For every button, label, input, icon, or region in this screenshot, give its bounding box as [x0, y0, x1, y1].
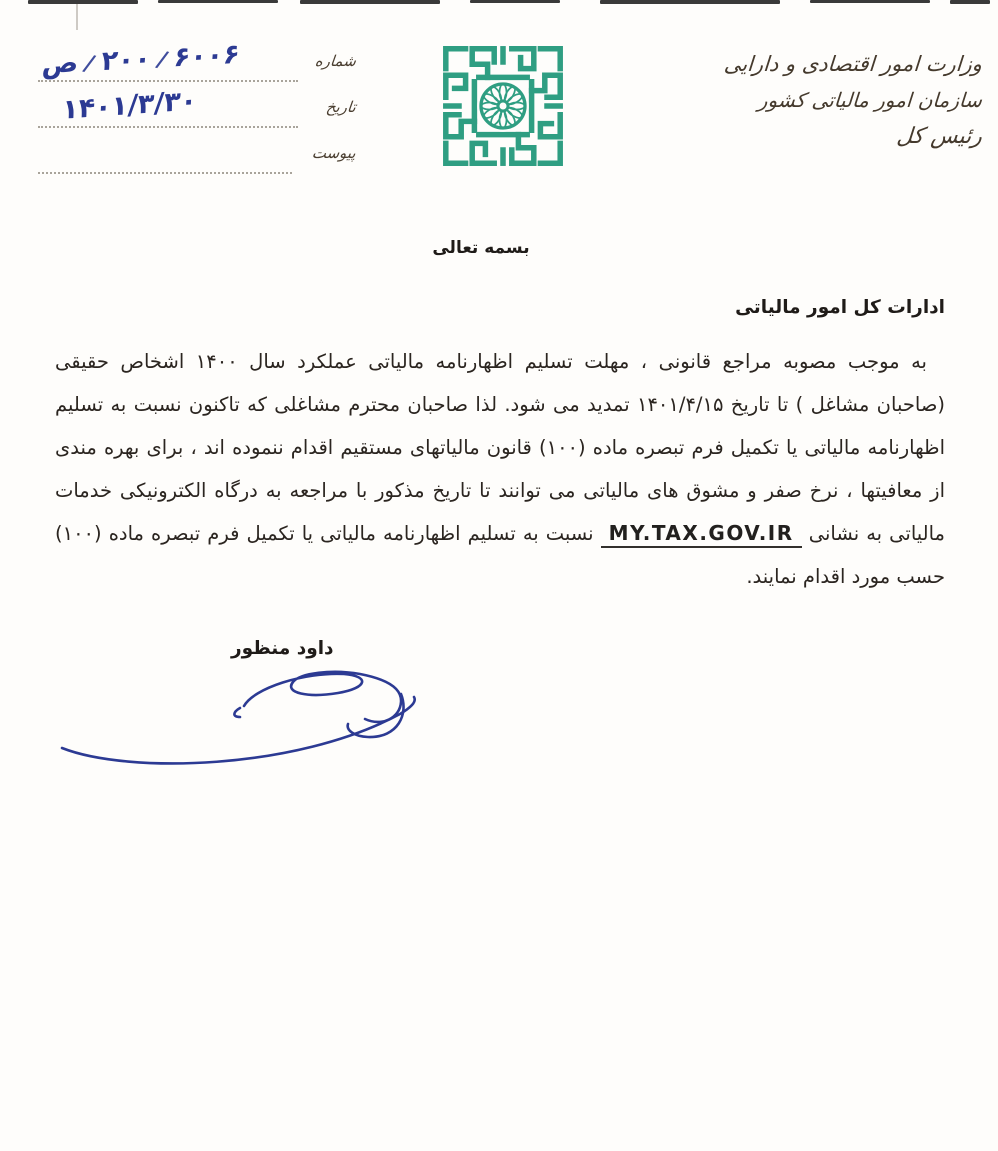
letter-number-main: ۶۰۰۶: [172, 38, 241, 74]
scan-artifact: [76, 4, 78, 30]
signer-role: رئیس کل: [895, 124, 983, 149]
scan-torn-edge: [0, 0, 998, 8]
tax-portal-url: MY.TAX.GOV.IR: [601, 521, 802, 548]
handwritten-signature: [48, 652, 440, 767]
date-dotted-line: [38, 126, 298, 128]
body-text-before-url: به موجب مصوبه مراجع قانونی ، مهلت تسلیم اظهارنامه مالیاتی عملکرد سال ۱۴۰۰ اشخاص حقیقی (صاحبان مشاغل ) تا تاریخ ۱۴۰۱/۴/۱۵ تمدید می شود. لذا صاحبان محترم مشاغلی که تاکنون نسبت به تسلیم اظهارنامه مالیاتی یا تکمیل فرم تبصره ماده (۱۰۰) قانون مالیاتهای مستقیم اقدام ننموده اند ، برای بهره مندی از معافیتها ، نرخ صفر و مشوق های مالیاتی می توانند تا تاریخ مذکور با مراجعه به درگاه الکترونیکی خدمات مالیاتی به نشانی: [55, 350, 945, 545]
number-separator: /: [80, 50, 99, 78]
letter-date-value: ۱۴۰۱/۳/۳۰: [61, 85, 198, 126]
number-dotted-line: [38, 80, 298, 82]
letterhead-reference-block: [34, 38, 357, 182]
bismillah-heading: بسمه تعالی: [432, 238, 530, 258]
number-label: شماره: [314, 52, 357, 70]
attachment-label: پیوست: [311, 144, 357, 162]
reference-attachment-row: [34, 136, 356, 182]
number-separator: /: [153, 47, 172, 74]
letter-number-middle: ۲۰۰: [100, 43, 152, 78]
date-label: تاریخ: [325, 98, 357, 116]
attachment-dotted-line: [38, 172, 292, 174]
signer-name: داود منظور: [231, 638, 334, 659]
body-text-after-url: نسبت به تسلیم اظهارنامه مالیاتی یا تکمیل فرم تبصره ماده (۱۰۰) حسب مورد اقدام نمایند.: [55, 522, 945, 588]
letter-body-paragraph: [55, 340, 945, 598]
letterhead-org-block: [682, 52, 982, 149]
ministry-name: وزارت امور اقتصادی و دارایی: [723, 52, 983, 76]
recipient-line: ادارات کل امور مالیاتی: [735, 297, 945, 318]
tax-administration-logo-icon: [437, 40, 569, 172]
letter-number-suffix: ص: [41, 47, 80, 81]
organization-name: سازمان امور مالیاتی کشور: [757, 88, 983, 112]
